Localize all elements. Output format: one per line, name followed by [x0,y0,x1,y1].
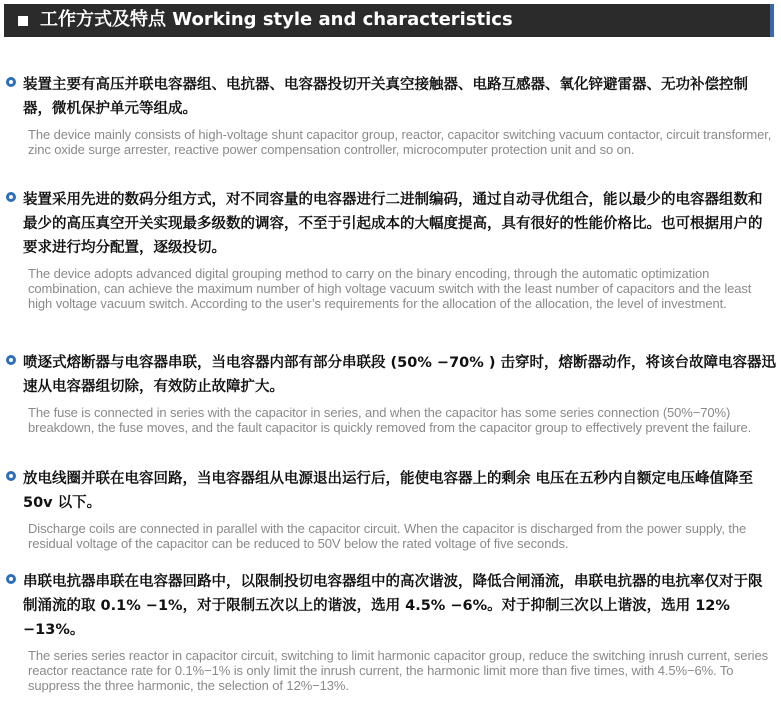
feature-text-zh: 装置主要有高压并联电容器组、电抗器、电容器投切开关真空接触器、电路互感器、氧化锌避雷器、无功补偿控制器，微机保护单元等组成。 [23,77,748,117]
feature-item-1 [6,73,776,157]
section-header [4,4,774,37]
ring-bullet-icon [6,192,16,202]
ring-bullet-icon [6,471,16,481]
feature-text-en: The series series reactor in capacitor circuit, switching to limit harmonic capacitor group, reduce the switching inrush current, series reactor reactance rate for 0.1%−1% is only limit the inrush current, the harmonic limit more than five times, with 4.5%−6%. To suppress the three harmonic, the selection of 12%−13%. [28,648,768,693]
ring-bullet-icon [6,77,16,87]
ring-bullet-icon [6,355,16,365]
feature-item-3 [6,351,776,435]
feature-item-2 [6,188,776,311]
ring-bullet-icon [6,574,16,584]
feature-item-5 [6,570,776,693]
feature-text-zh: 串联电抗器串联在电容器回路中，以限制投切电容器组中的高次谐波，降低合闸涌流，串联电抗器的电抗率仅对于限制涌流的取 0.1% −1%，对于限制五次以上的谐波，选用 4.5% −6%。对于抑制三次以上谐波，选用 12% −13%。 [23,574,763,638]
feature-text-en: The fuse is connected in series with the capacitor in series, and when the capacitor has some series connection (50%−70%) breakdown, the fuse moves, and the fault capacitor is quickly removed from the capacitor group to effectively prevent the failure. [28,405,752,435]
feature-text-zh: 装置采用先进的数码分组方式，对不同容量的电容器进行二进制编码，通过自动寻优组合，能以最少的电容器组数和最少的高压真空开关实现最多级数的调容，不至于引起成本的大幅度提高，具有很好的性能价格比。也可根据用户的要求进行均分配置，逐级投切。 [23,192,763,256]
feature-text-zh: 喷逐式熔断器与电容器串联，当电容器内部有部分串联段 (50% −70% ) 击穿时，熔断器动作，将该台故障电容器迅速从电容器组切除，有效防止故障扩大。 [23,355,777,395]
section-title: 工作方式及特点 Working style and characteristics [40,9,513,30]
feature-item-4 [6,467,776,551]
square-bullet-icon [18,16,28,26]
feature-text-zh: 放电线圈并联在电容回路，当电容器组从电源退出运行后，能使电容器上的剩余 电压在五秒内自额定电压峰值降至 50v 以下。 [23,471,754,511]
feature-text-en: Discharge coils are connected in parallel with the capacitor circuit. When the capacitor is discharged from the power supply, the residual voltage of the capacitor can be reduced to 50V below the rated voltage of five seconds. [28,521,747,551]
feature-text-en: The device mainly consists of high-voltage shunt capacitor group, reactor, capacitor switching vacuum contactor, circuit transformer, zinc oxide surge arrester, reactive power compensation controller, microcomputer protection unit and so on. [28,127,772,157]
feature-text-en: The device adopts advanced digital grouping method to carry on the binary encoding, through the automatic optimization combination, can achieve the maximum number of high voltage vacuum switch with the least number of capacitors and the least high voltage vacuum switch. According to the user’s requirements for the allocation of the allocation, the level of investment. [28,266,752,311]
